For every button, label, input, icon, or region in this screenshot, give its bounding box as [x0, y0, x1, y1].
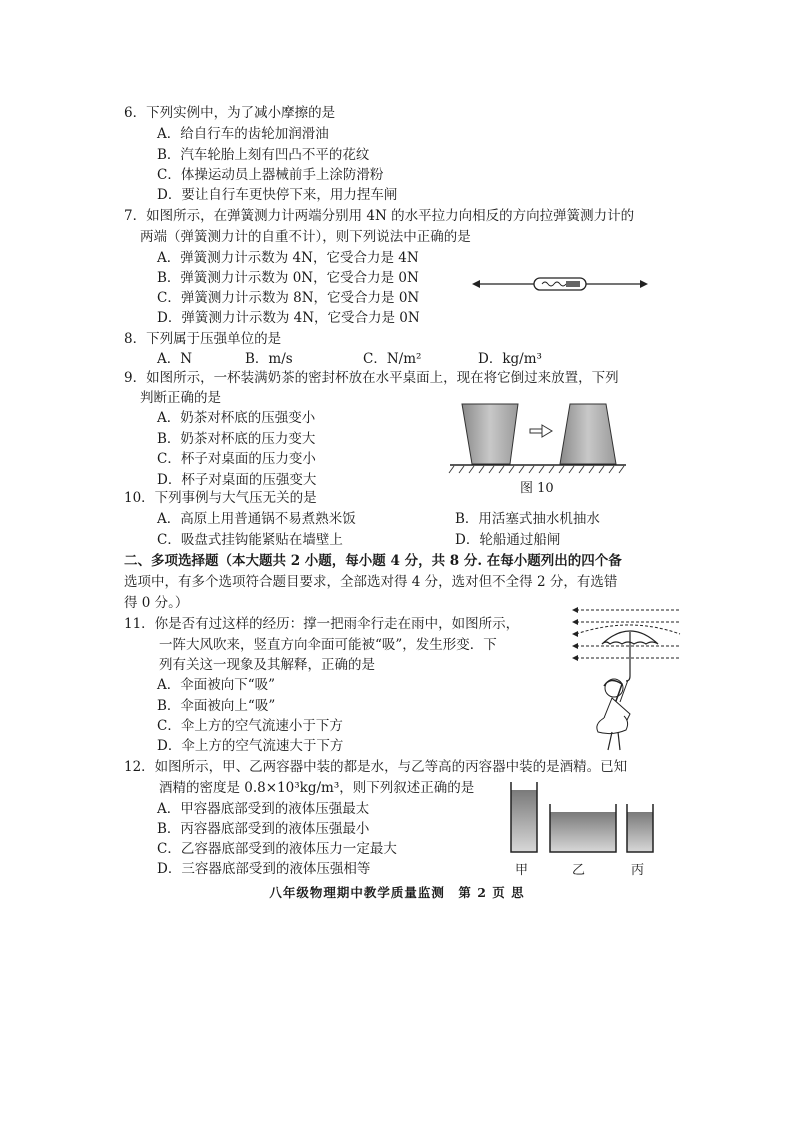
q8-stem: 8．下列属于压强单位的是 [124, 331, 282, 347]
q10-option-c: C．吸盘式挂钩能紧贴在墙壁上 [157, 532, 343, 548]
q8-option-a: A．N [157, 351, 193, 367]
q8-option-c: C．N/m² [363, 351, 422, 367]
container-label-yi: 乙 [572, 863, 586, 878]
container-label-bing: 丙 [631, 863, 645, 878]
q11-stem-line2: 一阵大风吹来，竖直方向伞面可能被“吸”，发生形变．下 [159, 637, 497, 653]
q7-stem-line2: 两端（弹簧测力计的自重不计），则下列说法中正确的是 [140, 229, 471, 245]
q12-stem-line1: 12．如图所示，甲、乙两容器中装的都是水，与乙等高的丙容器中装的是酒精。已知 [124, 759, 628, 775]
q7-option-b: B．弹簧测力计示数为 0N，它受合力是 0N [157, 270, 419, 286]
q9-option-b: B．奶茶对杯底的压力变大 [157, 431, 316, 447]
q6-option-d: D．要让自行车更快停下来，用力捏车闸 [157, 187, 398, 203]
q6-option-a: A．给自行车的齿轮加润滑油 [157, 126, 329, 142]
q7-option-d: D．弹簧测力计示数为 4N，它受合力是 0N [157, 310, 420, 326]
q10-stem: 10．下列事例与大气压无关的是 [124, 490, 317, 506]
q11-stem-line1: 11．你是否有过这样的经历：撑一把雨伞行走在雨中，如图所示， [124, 616, 520, 632]
q11-option-d: D．伞上方的空气流速大于下方 [157, 738, 344, 754]
q8-option-d: D．kg/m³ [478, 351, 542, 367]
section2-line2: 选项中，有多个选项符合题目要求，全部选对得 4 分，选对但不全得 2 分，有选错 [124, 574, 618, 590]
q12-stem-line2: 酒精的密度是 0.8×10³kg/m³，则下列叙述正确的是 [159, 780, 475, 796]
section2-line3: 得 0 分。） [124, 595, 189, 611]
q9-option-d: D．杯子对桌面的压强变大 [157, 472, 317, 488]
three-containers-figure [505, 780, 675, 854]
spring-scale-figure [470, 270, 650, 298]
section2-line1: 二、多项选择题（本大题共 2 小题，每小题 4 分，共 8 分. 在每小题列出的四个备 [124, 553, 622, 569]
q7-option-c: C．弹簧测力计示数为 8N，它受合力是 0N [157, 290, 420, 306]
q11-option-c: C．伞上方的空气流速小于下方 [157, 718, 343, 734]
q7-stem-line1: 7．如图所示，在弹簧测力计两端分别用 4N 的水平拉力向相反的方向拉弹簧测力计的 [124, 208, 635, 224]
q9-stem-line1: 9．如图所示，一杯装满奶茶的密封杯放在水平桌面上，现在将它倒过来放置，下列 [124, 370, 619, 386]
q10-option-b: B．用活塞式抽水机抽水 [455, 511, 600, 527]
container-label-jia: 甲 [515, 863, 529, 878]
umbrella-girl-figure [568, 604, 688, 754]
page-footer: 八年级物理期中教学质量监测 第 2 页 思 [269, 885, 525, 900]
q6-stem: 6．下列实例中，为了减小摩擦的是 [124, 105, 336, 121]
milk-tea-cup-figure [448, 398, 628, 478]
q11-stem-line3: 列有关这一现象及其解释，正确的是 [159, 657, 375, 673]
q9-stem-line2: 判断正确的是 [140, 390, 221, 406]
q8-option-b: B．m/s [245, 351, 293, 367]
q10-option-a: A．高原上用普通锅不易煮熟米饭 [157, 511, 356, 527]
q12-option-d: D．三容器底部受到的液体压强相等 [157, 861, 371, 877]
q9-option-a: A．奶茶对杯底的压强变小 [157, 410, 316, 426]
q10-option-d: D．轮船通过船闸 [455, 532, 561, 548]
q12-option-b: B．丙容器底部受到的液体压强最小 [157, 821, 370, 837]
q11-option-b: B．伞面被向上“吸” [157, 698, 276, 714]
q12-option-a: A．甲容器底部受到的液体压强最太 [157, 801, 370, 817]
q7-option-a: A．弹簧测力计示数为 4N，它受合力是 4N [157, 250, 419, 266]
q11-option-a: A．伞面被向下“吸” [157, 677, 276, 693]
q9-figure-caption: 图 10 [520, 481, 554, 496]
q6-option-c: C．体操运动员上器械前手上涂防滑粉 [157, 167, 384, 183]
q12-option-c: C．乙容器底部受到的液体压力一定最大 [157, 841, 397, 857]
q6-option-b: B．汽车轮胎上刻有凹凸不平的花纹 [157, 147, 370, 163]
q9-option-c: C．杯子对桌面的压力变小 [157, 451, 316, 467]
